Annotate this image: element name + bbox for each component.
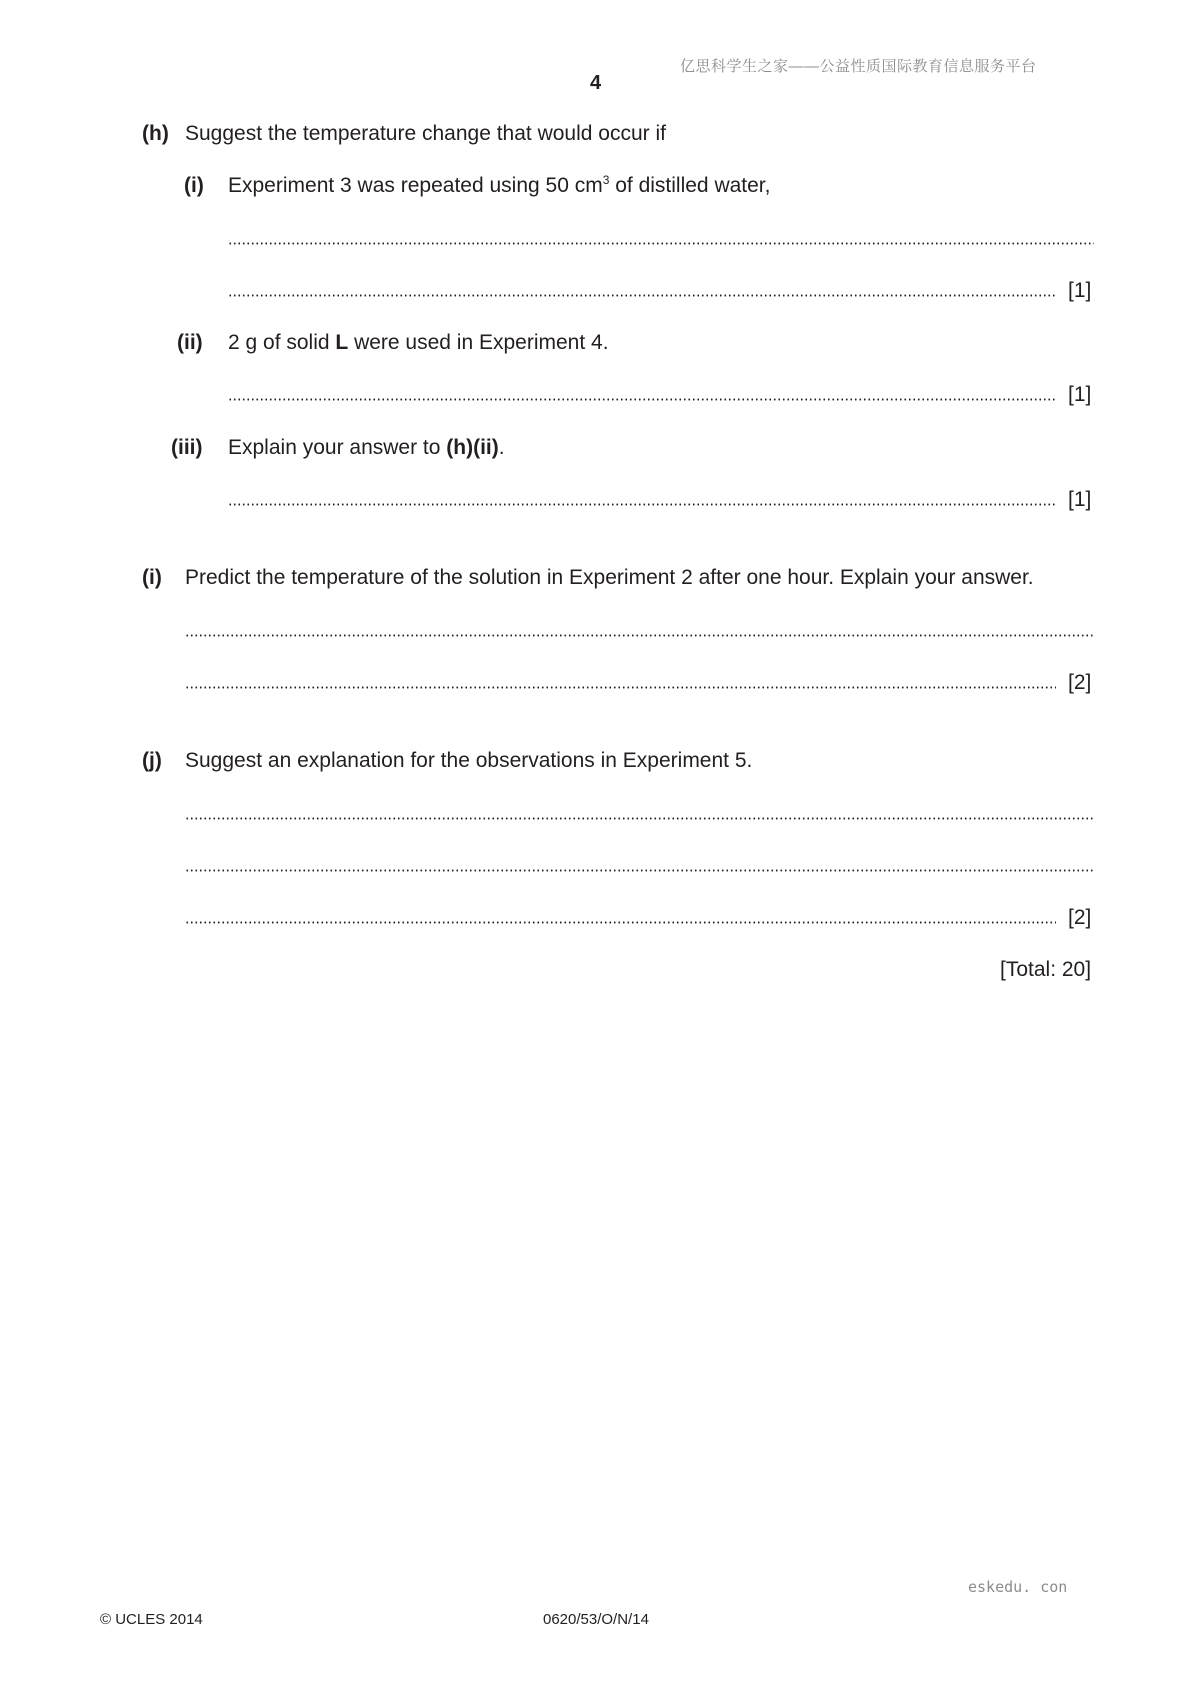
question-h-label: (h): [142, 122, 169, 145]
answer-line[interactable]: [185, 921, 1056, 924]
footer-site: eskedu. con: [968, 1578, 1068, 1596]
mark-allocation: [1]: [1068, 488, 1092, 511]
question-h-text: Suggest the temperature change that would occur if: [185, 122, 666, 145]
mark-allocation: [1]: [1068, 383, 1092, 406]
question-j-label: (j): [142, 749, 162, 772]
question-h-ii-label: (ii): [177, 331, 203, 354]
answer-line[interactable]: [228, 242, 1094, 245]
footer-paper-code: 0620/53/O/N/14: [543, 1611, 649, 1628]
answer-line[interactable]: [185, 869, 1094, 872]
question-h-iii-text: Explain your answer to (h)(ii).: [228, 436, 505, 459]
answer-line[interactable]: [228, 503, 1056, 506]
answer-line[interactable]: [228, 294, 1056, 297]
answer-line[interactable]: [185, 634, 1094, 637]
question-h-iii-label: (iii): [171, 436, 203, 459]
question-h-i-text: Experiment 3 was repeated using 50 $cm^3$ of distilled water,: [228, 173, 771, 197]
answer-line[interactable]: [228, 398, 1056, 401]
question-i-text: Predict the temperature of the solution in Experiment 2 after one hour. Explain your answer.: [185, 566, 1034, 589]
mark-allocation: [1]: [1068, 279, 1092, 302]
mark-allocation: [2]: [1068, 906, 1092, 929]
footer-copyright: © UCLES 2014: [100, 1611, 203, 1628]
question-h-i-label: (i): [184, 174, 204, 197]
answer-line[interactable]: [185, 817, 1094, 820]
page-number: 4: [590, 72, 602, 94]
header-watermark: 亿思科学生之家——公益性质国际教育信息服务平台: [680, 58, 1037, 75]
question-j-text: Suggest an explanation for the observations in Experiment 5.: [185, 749, 753, 772]
question-h-ii-text: 2 g of solid L were used in Experiment 4.: [228, 331, 609, 354]
mark-allocation: [2]: [1068, 671, 1092, 694]
total-marks: [Total: 20]: [1000, 958, 1092, 981]
question-i-label: (i): [142, 566, 162, 589]
answer-line[interactable]: [185, 686, 1056, 689]
